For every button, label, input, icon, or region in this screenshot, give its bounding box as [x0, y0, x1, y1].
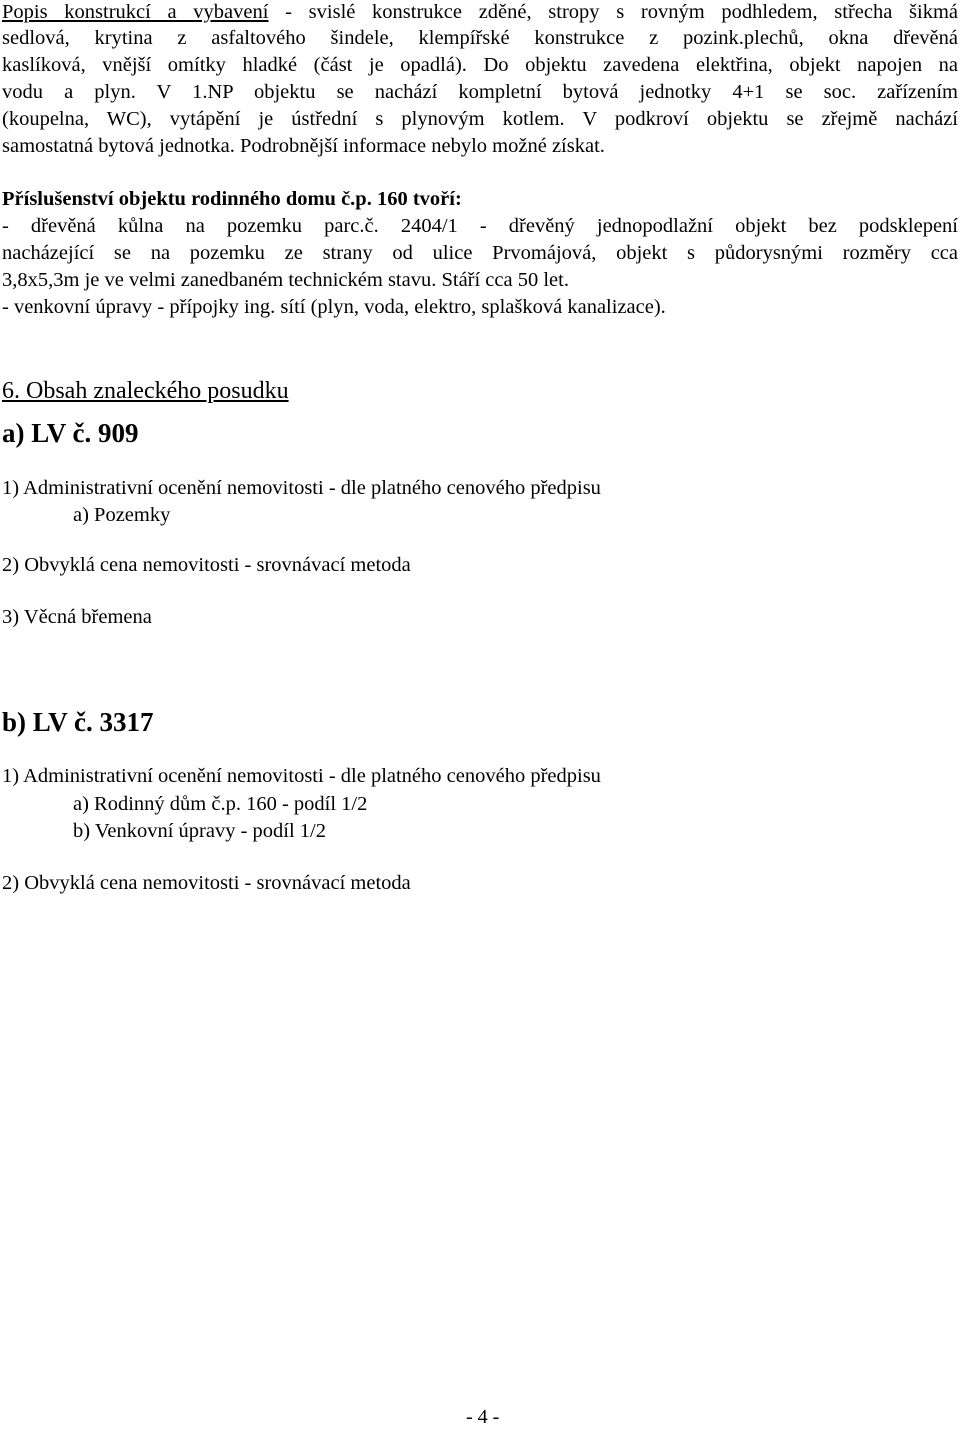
lv-a-item-2: 2) Obvyklá cena nemovitosti - srovnávací metoda [2, 554, 411, 576]
page-number: - 4 - [466, 1406, 500, 1428]
accessories-line-1: - dřevěná kůlna na pozemku parc.č. 2404/1 - dřevěný jednopodlažní objekt bez podsklepení [2, 215, 958, 237]
lv-b-item-1-sub-a: a) Rodinný dům č.p. 160 - podíl 1/2 [73, 793, 368, 815]
accessories-line-3: 3,8x5,3m je ve velmi zanedbaném technickém stavu. Stáří cca 50 let. [2, 269, 569, 291]
lv-a-item-1-sub: a) Pozemky [73, 504, 171, 526]
intro-line-6: samostatná bytová jednotka. Podrobnější informace nebylo možné získat. [2, 135, 605, 157]
intro-label: Popis konstrukcí a vybavení [2, 1, 269, 23]
intro-line-3: kaslíková, vnější omítky hladké (část je opadlá). Do objektu zavedena elektřina, objekt napojen na [2, 54, 958, 76]
section-6-title: 6. Obsah znaleckého posudku [2, 378, 289, 404]
lv-b-item-2: 2) Obvyklá cena nemovitosti - srovnávací metoda [2, 872, 411, 894]
lv-a-item-3: 3) Věcná břemena [2, 606, 152, 628]
lv-b-item-1-sub-b: b) Venkovní úpravy - podíl 1/2 [73, 820, 326, 842]
lv-a-item-1: 1) Administrativní ocenění nemovitosti - dle platného cenového předpisu [2, 477, 601, 499]
lv-a-title: a) LV č. 909 [2, 418, 139, 448]
accessories-line-4: - venkovní úpravy - přípojky ing. sítí (plyn, voda, elektro, splašková kanalizace). [2, 296, 666, 318]
accessories-heading: Příslušenství objektu rodinného domu č.p. 160 tvoří: [2, 188, 462, 210]
intro-line-1 [2, 0, 958, 24]
intro-line-4: vodu a plyn. V 1.NP objektu se nachází kompletní bytová jednotky 4+1 se soc. zařízením [2, 81, 958, 103]
intro-line-2: sedlová, krytina z asfaltového šindele, klempířské konstrukce z pozink.plechů, okna dřevěná [2, 27, 958, 49]
intro-line-5: (koupelna, WC), vytápění je ústřední s plynovým kotlem. V podkroví objektu se zřejmě nachází [2, 108, 958, 130]
accessories-line-2: nacházející se na pozemku ze strany od ulice Prvomájová, objekt s půdorysnými rozměry cca [2, 242, 958, 264]
lv-b-item-1: 1) Administrativní ocenění nemovitosti - dle platného cenového předpisu [2, 765, 601, 787]
lv-b-title: b) LV č. 3317 [2, 707, 154, 737]
intro-line-1-text: - svislé konstrukce zděné, stropy s rovným podhledem, střecha šikmá [268, 1, 958, 23]
